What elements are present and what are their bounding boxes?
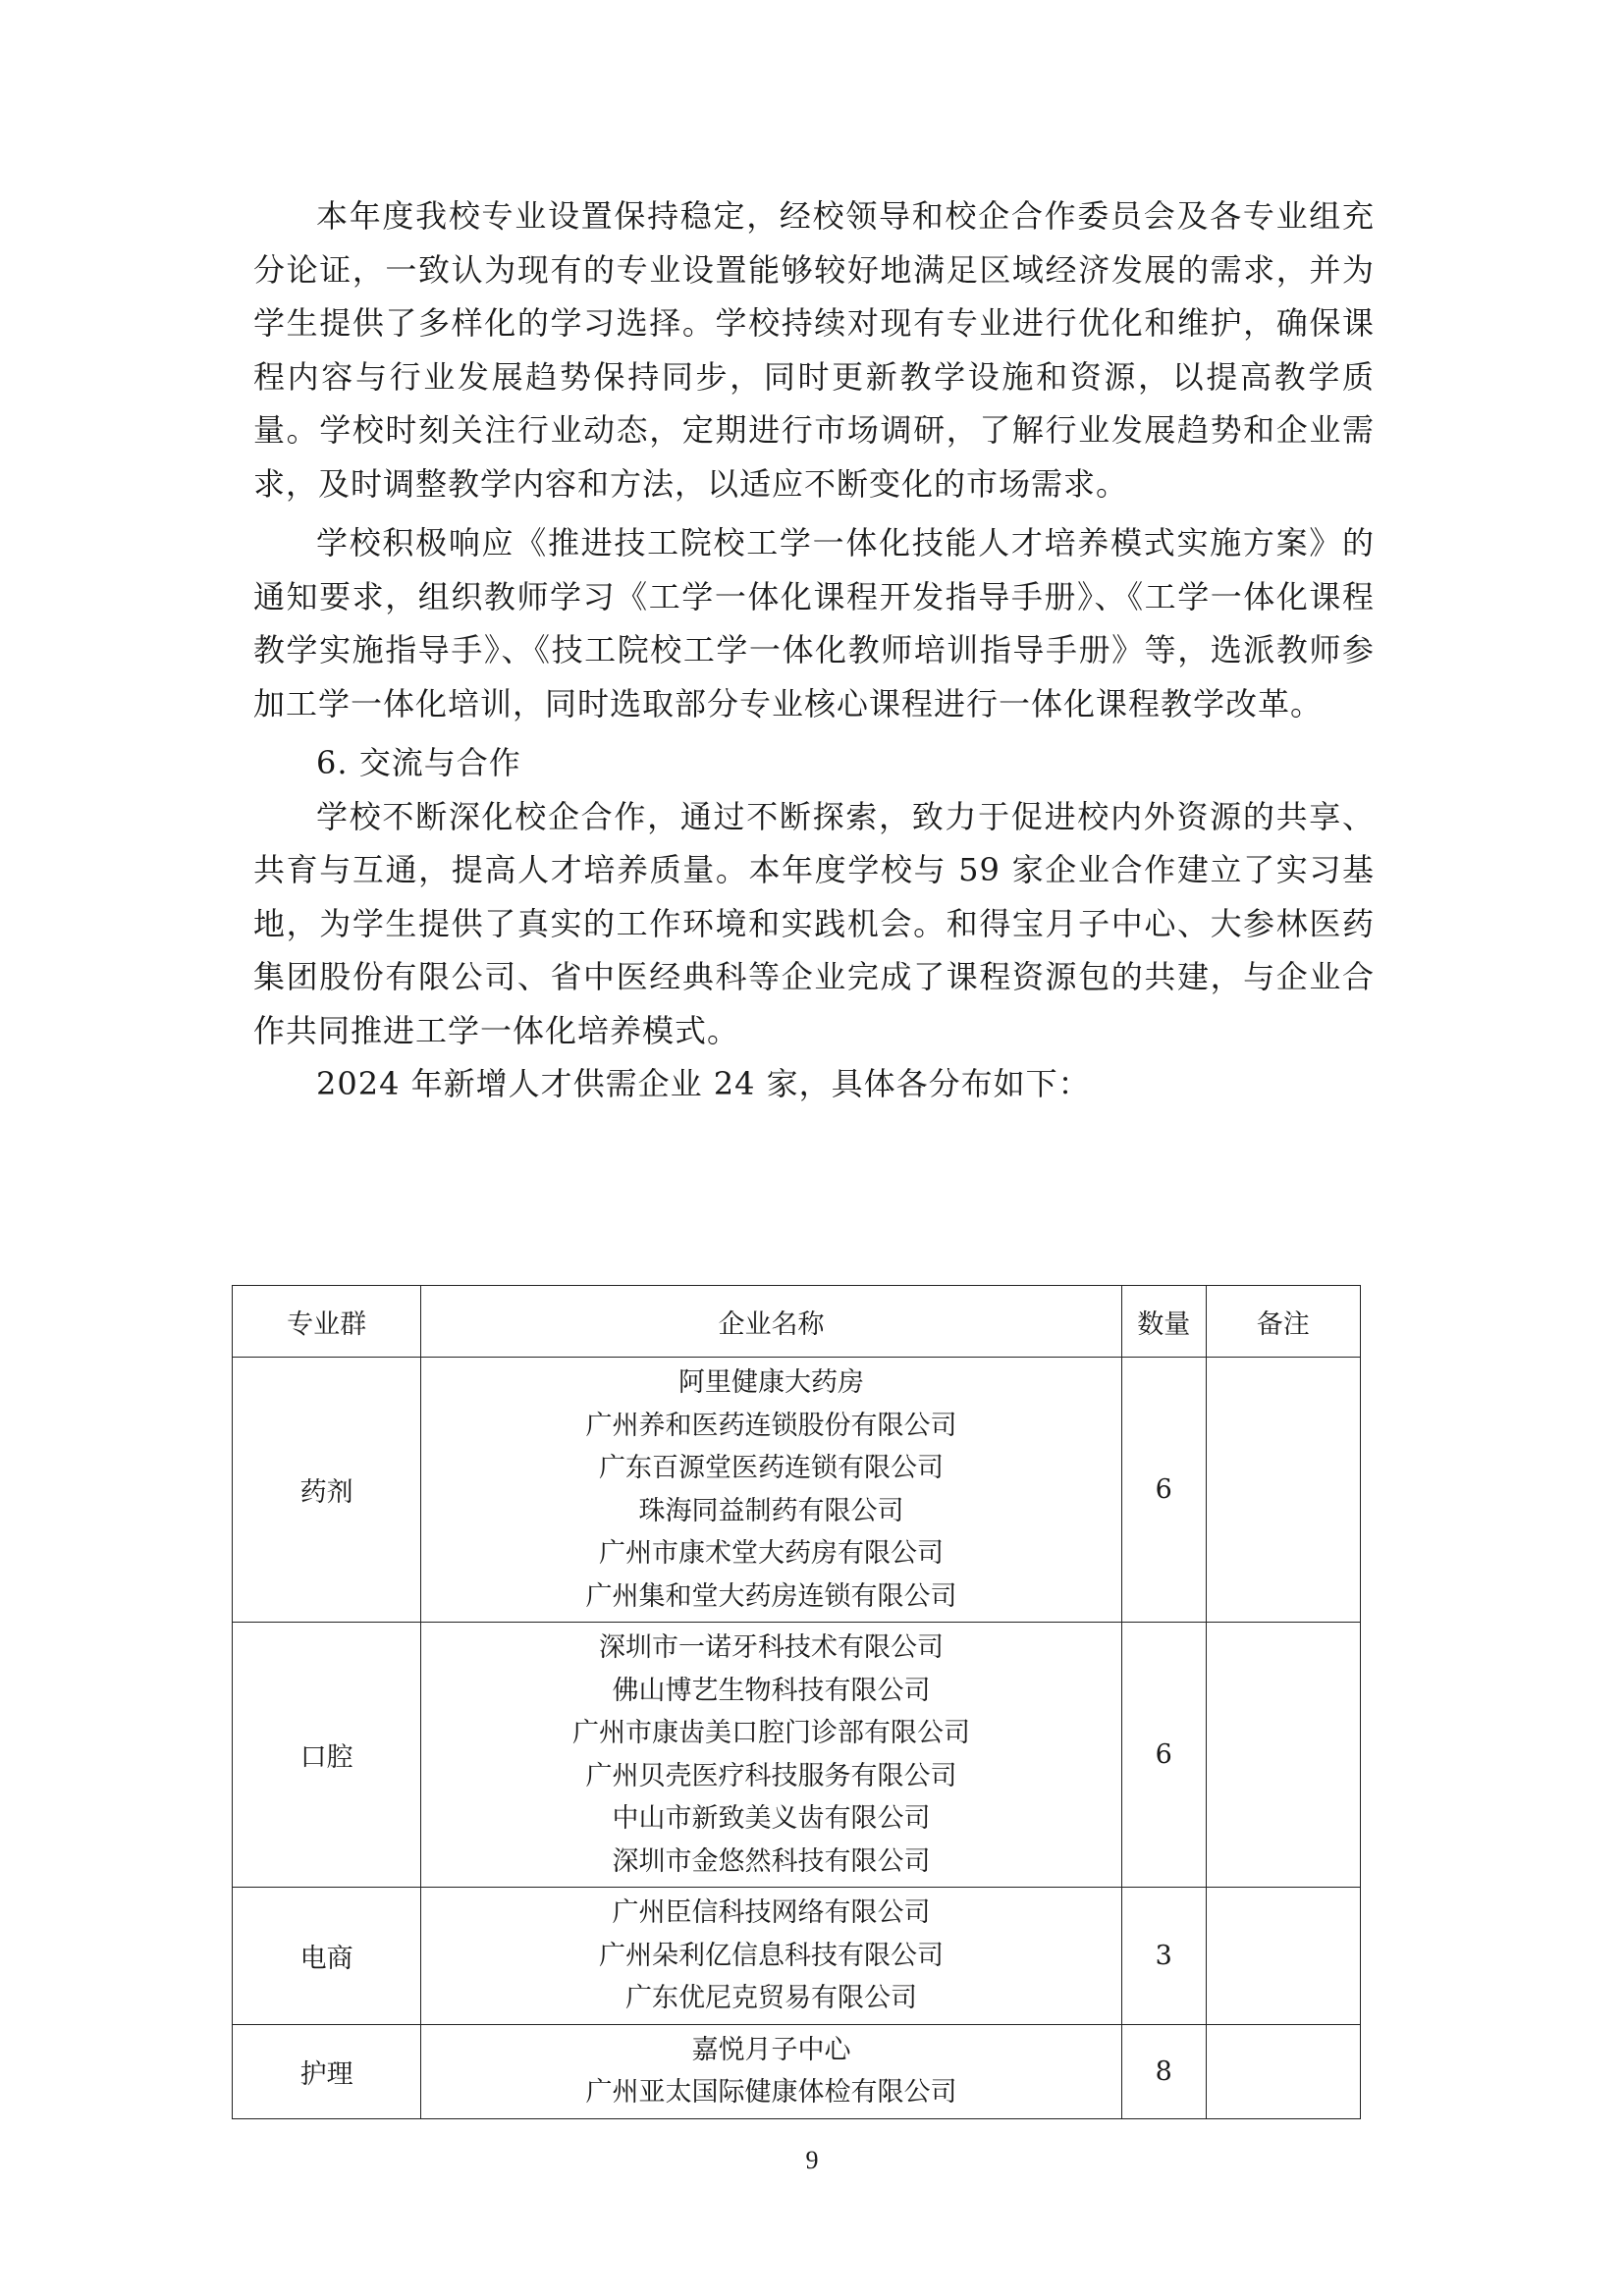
company-name: 广州市康齿美口腔门诊部有限公司 [572,1718,971,1748]
company-name: 嘉悦月子中心 [691,2034,851,2065]
count-cell: 8 [1121,2024,1206,2118]
count-cell: 6 [1121,1358,1206,1623]
note-cell [1206,1623,1360,1888]
header-group: 专业群 [233,1286,421,1358]
company-name: 广州市康术堂大药房有限公司 [599,1538,945,1569]
company-list [421,1888,1122,2025]
company-name: 深圳市一诺牙科技术有限公司 [599,1632,945,1663]
paragraph-cooperation: 学校不断深化校企合作，通过不断探索，致力于促进校内外资源的共享、共育与互通，提高人才培养质量。本年度学校与 59 家企业合作建立了实习基地，为学生提供了真实的工作环境和实践机会。和得宝月子中心、大参林医药集团股份有限公司、省中医经典科等企业完成了课程资源包的共建，与企业合作共同推进工学一体化培养模式。 [253,797,1375,1049]
company-name: 广州贝壳医疗科技服务有限公司 [585,1760,957,1791]
enterprise-table [232,1285,1361,2119]
count-cell: 3 [1121,1888,1206,2025]
note-cell [1206,1888,1360,2025]
company-list [421,1623,1122,1888]
company-name: 广州集和堂大药房连锁有限公司 [585,1580,957,1612]
body-text [253,189,1375,1111]
table-header-row [233,1286,1361,1358]
table-row [233,1888,1361,2025]
table-row [233,1623,1361,1888]
section-heading: 6. 交流与合作 [316,744,521,781]
company-name: 深圳市金悠然科技有限公司 [612,1845,931,1877]
company-name: 广州朵利亿信息科技有限公司 [599,1940,945,1971]
count-cell: 6 [1121,1623,1206,1888]
company-list [421,1358,1122,1623]
company-name: 广州臣信科技网络有限公司 [612,1897,931,1928]
table-intro: 2024 年新增人才供需企业 24 家，具体各分布如下： [316,1065,1091,1102]
paragraph-integration-reform: 学校积极响应《推进技工院校工学一体化技能人才培养模式实施方案》的通知要求，组织教师学习《工学一体化课程开发指导手册》、《工学一体化课程教学实施指导手》、《技工院校工学一体化教师培训指导手册》等，选派教师参加工学一体化培训，同时选取部分专业核心课程进行一体化课程教学改革。 [253,524,1375,722]
group-cell: 口腔 [233,1623,421,1888]
company-name: 珠海同益制药有限公司 [638,1495,904,1526]
group-cell: 护理 [233,2024,421,2118]
note-cell [1206,2024,1360,2118]
paragraph-major-setting: 本年度我校专业设置保持稳定，经校领导和校企合作委员会及各专业组充分论证，一致认为现有的专业设置能够较好地满足区域经济发展的需求，并为学生提供了多样化的学习选择。学校持续对现有专业进行优化和维护，确保课程内容与行业发展趋势保持同步，同时更新教学设施和资源，以提高教学质量。学校时刻关注行业动态，定期进行市场调研，了解行业发展趋势和企业需求，及时调整教学内容和方法，以适应不断变化的市场需求。 [253,197,1375,503]
note-cell [1206,1358,1360,1623]
group-cell: 电商 [233,1888,421,2025]
page-number: 9 [805,2146,819,2174]
company-list [421,2024,1122,2118]
group-cell: 药剂 [233,1358,421,1623]
table-row [233,1358,1361,1623]
company-name: 佛山博艺生物科技有限公司 [612,1675,931,1706]
table-row [233,2024,1361,2118]
company-name: 广东优尼克贸易有限公司 [625,1983,918,2013]
company-name: 广东百源堂医药连锁有限公司 [599,1453,945,1483]
header-note: 备注 [1206,1286,1360,1358]
company-name: 阿里健康大药房 [678,1367,865,1398]
company-name: 中山市新致美义齿有限公司 [612,1803,931,1834]
company-name: 广州养和医药连锁股份有限公司 [585,1410,957,1441]
header-count: 数量 [1121,1286,1206,1358]
header-name: 企业名称 [421,1286,1122,1358]
company-name: 广州亚太国际健康体检有限公司 [585,2077,957,2108]
